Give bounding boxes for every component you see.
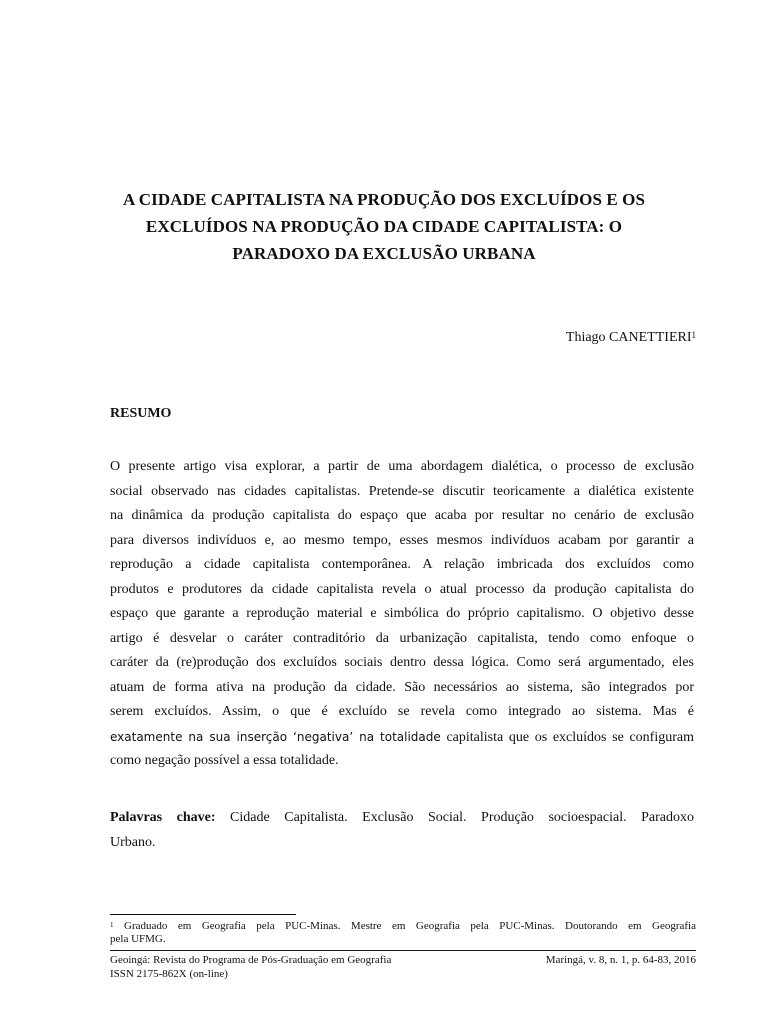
footer-row [110, 953, 696, 967]
footnote-text: Graduado em Geografia pela PUC-Minas. Mestre em Geografia pela PUC-Minas. Doutorando em Geografia [113, 920, 696, 932]
abstract-heading: RESUMO [110, 406, 172, 421]
abstract-line: serem excluídos. Assim, o que é excluído se revela como integrado ao sistema. Mas é [110, 704, 694, 719]
abstract-line: produtos e produtores da cidade capitalista revela o atual processo da produção capitalista do [110, 581, 694, 597]
abstract-sans-fragment: exatamente na sua inserção ‘negativa’ na totalidade [110, 729, 441, 744]
footnote-mark: 1 [110, 921, 114, 929]
abstract-line-last: como negação possível a essa totalidade. [110, 753, 339, 768]
author-name: Thiago CANETTIERI [565, 330, 692, 345]
abstract-line: atuam de forma ativa na produção da cidade. São necessários ao sistema, são integrados por [110, 679, 694, 695]
keywords-label: Palavras chave: [110, 810, 216, 825]
footer-divider [110, 950, 696, 951]
page-footer [110, 953, 696, 981]
abstract-body [110, 455, 694, 774]
abstract-line: O presente artigo visa explorar, a partir de uma abordagem dialética, o processo de exclusão [110, 459, 694, 474]
keywords-line-1 [110, 806, 694, 831]
issn: ISSN 2175-862X (on-line) [110, 968, 228, 980]
footnote-divider [110, 914, 296, 915]
title-line-2: EXCLUÍDOS NA PRODUÇÃO DA CIDADE CAPITALISTA: O [145, 217, 623, 236]
abstract-line: caráter da (re)produção dos excluídos sociais dentro dessa lógica. Como será argumentado, eles [110, 655, 694, 670]
article-title [90, 186, 678, 267]
abstract-line: artigo é desvelar o caráter contraditório da urbanização capitalista, tendo como enfoque o [110, 630, 694, 646]
abstract-line: espaço que garante a reprodução material e simbólica do próprio capitalismo. O objetivo desse [110, 606, 694, 621]
footnote-line-1 [110, 920, 696, 933]
author-footnote-mark: 1 [691, 330, 696, 340]
journal-name: Geoingá: Revista do Programa de Pós-Graduação em Geografia [110, 954, 392, 966]
footnote [110, 920, 696, 946]
keywords-line-2: Urbano. [110, 834, 156, 850]
citation-info: Maringá, v. 8, n. 1, p. 64-83, 2016 [545, 954, 696, 966]
abstract-fragment: capitalista que os excluídos se configuram [440, 729, 694, 745]
author-line [566, 329, 696, 347]
abstract-line: para diversos indivíduos e, ao mesmo tempo, esses mesmos indivíduos acabam por garantir a [110, 532, 694, 548]
footnote-line-2: pela UFMG. [110, 933, 166, 945]
title-line-1: A CIDADE CAPITALISTA NA PRODUÇÃO DOS EXCLUÍDOS E OS [122, 190, 646, 209]
keywords-text: Cidade Capitalista. Exclusão Social. Produção socioespacial. Paradoxo [215, 810, 694, 825]
abstract-line: social observado nas cidades capitalistas. Pretende-se discutir teoricamente a dialética existente [110, 483, 694, 499]
abstract-line-mixed-font [110, 725, 694, 750]
keywords [110, 806, 694, 855]
abstract-line: na dinâmica da produção capitalista do espaço que acaba por resultar no cenário de exclusão [110, 508, 694, 523]
title-line-3: PARADOXO DA EXCLUSÃO URBANA [232, 244, 536, 263]
abstract-line: reprodução a cidade capitalista contemporânea. A relação imbricada dos excluídos como [110, 557, 694, 572]
